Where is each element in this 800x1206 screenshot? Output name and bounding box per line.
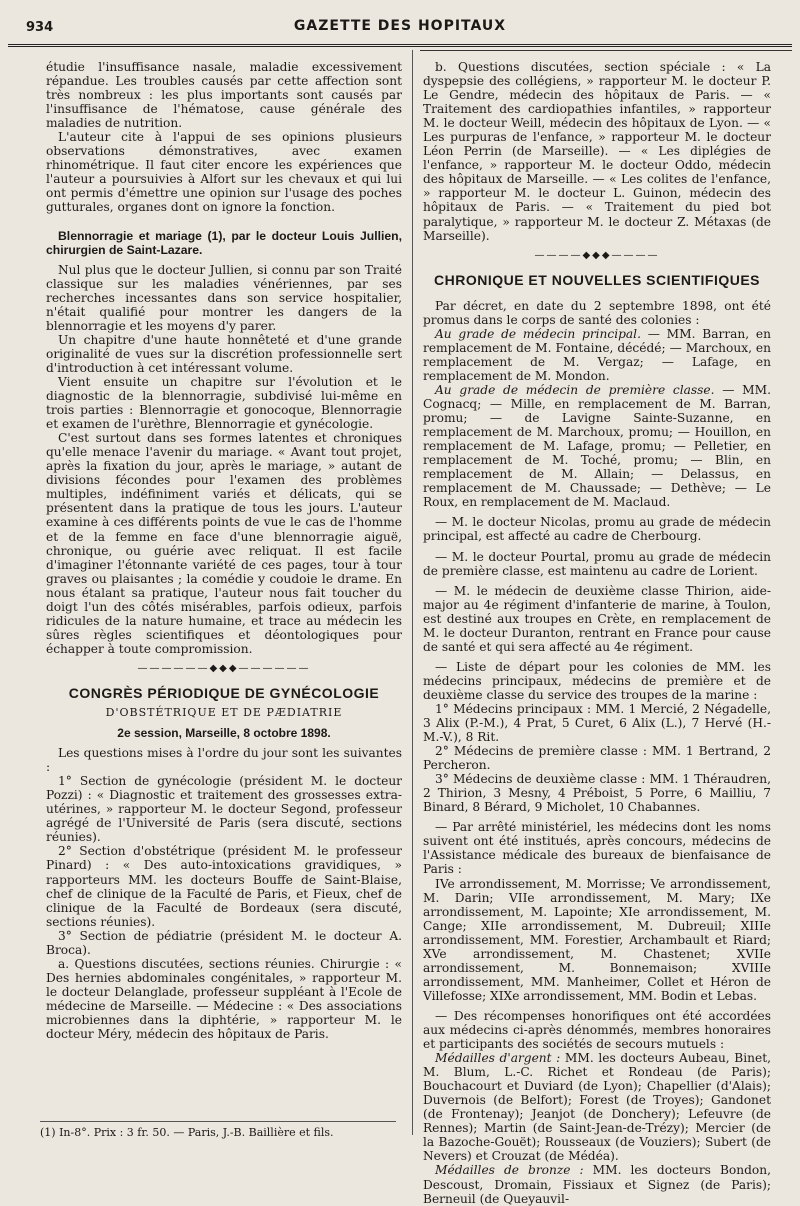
ornament-divider: ————◆◆◆———— — [534, 249, 660, 261]
paragraph: IVe arrondissement, M. Morrisse; Ve arrondissement, M. Darin; VIIe arrondissement, M. Mary; IXe arrondissement, M. Lapointe; XIe arrondissement, M. Cange; XIIe arrondissement, M. Dubreuil; XIIIe arrondissement, MM. Forestier, Archambault et Riard; XVe arrondissement, M. Chastenet; XVIIe arrondissement, M. Bonnemaison; XVIIIe arrondissement, MM. Manheimer, Collet et Héron de Villefosse; XIXe arrondissement, MM. Bodin et Lebas. — [423, 876, 771, 1003]
text: MM. les docteurs Aubeau, Binet, M. Blum, L.-C. Richet et Rondeau (de Paris); Bouchacourt et Duviard (de Lyon); Chapellier (d'Alais); Duvernois (de Belfort); Forest (de Troyes); Gandonet (de Frontenay); Jeanjot (de Donchery); Lefeuvre (de Rennes); Martin (de Saint-Jean-de-Trézy); Mercier (de la Bazoche-Gouët); Rousseaux (de Vouziers); Subert (de Nevers) et Crouzat (de Médéa). — [423, 1051, 771, 1164]
paragraph: L'auteur cite à l'appui de ses opinions plusieurs observations démonstratives, avec examen rhinométrique. Il faut citer encore les expériences que l'auteur a poursuivies à Alfort sur les chevaux et qui lui ont permis d'émettre une opinion sur l'usage des poches gutturales, organes dont on ignore la fonction. — [46, 130, 402, 215]
text: — MM. Cognacq; — Mille, en remplacement de M. Barran, promu; — de Lavigne Sainte-Suzanne, en remplacement de M. Marchoux, promu; — Houillon, en remplacement de M. Lafage, promu; — Pelletier, en remplacement de M. Toché, promu; — Blin, en remplacement de M. Allain; — Delassus, en remplacement de M. Chaussade; — Dethève; — Le Roux, en remplacement de M. Maclaud. — [423, 382, 771, 510]
column-divider — [412, 50, 413, 1135]
paragraph: 3° Médecins de deuxième classe : MM. 1 Théraudren, 2 Thirion, 3 Mesny, 4 Préboist, 5 Porre, 6 Mailliu, 7 Binard, 8 Bérard, 9 Micholet, 10 Chabannes. — [423, 772, 771, 815]
paragraph: — M. le médecin de deuxième classe Thirion, aide-major au 4e régiment d'infanterie de marine, à Toulon, est destiné aux troupes en Crète, en remplacement de M. le docteur Duranton, rentrant en France pour cause de santé et qui sera affecté au 4e régiment. — [423, 583, 771, 654]
paragraph: 1° Section de gynécologie (président M. le docteur Pozzi) : « Diagnostic et traitement des grossesses extra-utérines, » rapporteur M. le docteur Segond, professeur agrégé de l'Université de Paris (sera discuté, sections réunies). — [46, 774, 402, 845]
italic-lead: Au grade de médecin principal. — [435, 326, 641, 341]
congres-title: CONGRÈS PÉRIODIQUE DE GYNÉCOLOGIE — [68, 684, 380, 701]
paragraph — [423, 1163, 771, 1205]
paragraph — [423, 383, 771, 509]
chronique-title: CHRONIQUE ET NOUVELLES SCIENTIFIQUES — [433, 271, 761, 288]
paragraph — [423, 327, 771, 383]
paragraph: — M. le docteur Pourtal, promu au grade de médecin de première classe, est maintenu au cadre de Lorient. — [423, 549, 771, 578]
text: MM. les docteurs Bondon, Descoust, Dromain, Fissiaux et Signez (de Paris); Berneuil (de Queyauvil- — [423, 1163, 771, 1206]
paragraph: a. Questions discutées, sections réunies. Chirurgie : « Des hernies abdominales congénitales, » rapporteur M. le docteur Delanglade, professeur suppléant à l'Ecole de médecine de Marseille. — Médecine : « Des associations microbiennes dans la diphtérie, » rapporteur M. le docteur Méry, médecin des hôpitaux de Paris. — [46, 956, 402, 1042]
paragraph: Nul plus que le docteur Jullien, si connu par son Traité classique sur les maladies vénériennes, par ses recherches incessantes dans son service hospitalier, n'était qualifié pour montrer les dangers de la blennorragie et les moyens d'y parer. — [46, 262, 402, 333]
running-title: GAZETTE DES HOPITAUX — [293, 18, 507, 34]
page-header — [8, 4, 792, 47]
paragraph: C'est surtout dans ses formes latentes et chroniques qu'elle menace l'avenir du mariage. « Avant tout projet, après la fixation du jour, après le mariage, » autant de divisions fécondes pour l'examen des problèmes multiples, indéfiniment variés et délicats, qui se présentent dans la pratique de tous les jours. L'auteur examine à ces différents points de vue le cas de l'homme et de la femme en face d'une blennorragie aiguë, chronique, ou guérie avec reliquat. Il est facile d'imaginer l'étonnante variété de ces pages, tour à tour graves ou plaisantes ; la comédie y coudoie le drame. En nous étalant sa pratique, l'auteur nous fait toucher du doigt l'un des côtés misérables, parfois odieux, parfois ridicules de la nature humaine, et trace au médecin les sûres règles scientifiques et déontologiques pour échapper à toute compromission. — [46, 431, 402, 656]
paragraph: — Des récompenses honorifiques ont été accordées aux médecins ci-après dénommés, membres honoraires et participants des sociétés de secours mutuels : — [423, 1008, 771, 1052]
italic-lead: Médailles de bronze : — [435, 1163, 584, 1178]
paragraph: Un chapitre d'une haute honnêteté et d'une grande originalité de vues sur la discrétion professionnelle sert d'introduction à cet intéressant volume. — [46, 332, 402, 375]
paragraph: étudie l'insuffisance nasale, maladie excessivement répandue. Les troubles causés par cette affection sont très nombreux : les plus importants sont causés par l'insuffisance de l'hématose, cause générale des maladies de nutrition. — [46, 60, 402, 131]
congres-subtitle: D'OBSTÉTRIQUE ET DE PÆDIATRIE — [105, 706, 343, 720]
paragraph: 2° Médecins de première classe : MM. 1 Bertrand, 2 Percheron. — [423, 744, 771, 773]
italic-lead: Au grade de médecin de première classe. — [435, 382, 715, 397]
left-column — [46, 60, 402, 1041]
paragraph: — Liste de départ pour les colonies de MM. les médecins principaux, médecins de première et de deuxième classe du service des troupes de la marine : — [423, 659, 771, 702]
review-title: Blennorragie et mariage (1), par le docteur Louis Jullien, chirurgien de Saint-Lazare. — [46, 228, 402, 257]
text: — MM. Barran, en remplacement de M. Fontaine, décédé; — Marchoux, en remplacement de M. Vergaz; — Lafage, en remplacement de M. Mondon. — [423, 326, 771, 383]
paragraph: Par décret, en date du 2 septembre 1898, ont été promus dans le corps de santé des colonies : — [423, 298, 771, 327]
ornament-divider: ——————◆◆◆—————— — [137, 662, 311, 674]
paragraph: 1° Médecins principaux : MM. 1 Mercié, 2 Négadelle, 3 Alix (P.-M.), 4 Prat, 5 Curet, 6 Alix (L.), 7 Hervé (H.-M.-V.), 8 Rit. — [423, 701, 771, 745]
paragraph: — Par arrêté ministériel, les médecins dont les noms suivent ont été institués, après concours, médecins de l'Assistance médicale des bureaux de bienfaisance de Paris : — [423, 820, 771, 877]
page-number: 934 — [26, 20, 54, 35]
paragraph: — M. le docteur Nicolas, promu au grade de médecin principal, est affecté au cadre de Cherbourg. — [423, 515, 771, 544]
footnote: (1) In-8°. Prix : 3 fr. 50. — Paris, J.-B. Baillière et fils. — [40, 1121, 396, 1139]
paragraph: 3° Section de pédiatrie (président M. le docteur A. Broca). — [46, 928, 402, 957]
paragraph: Les questions mises à l'ordre du jour sont les suivantes : — [46, 746, 402, 775]
italic-lead: Médailles d'argent : — [435, 1051, 561, 1066]
paragraph: 2° Section d'obstétrique (président M. le professeur Pinard) : « Des auto-intoxications gravidiques, » rapporteurs MM. les docteurs Bouffe de Saint-Blaise, chef de clinique de la Faculté de Paris, et Fieux, chef de clinique de la Faculté de Bordeaux (sera discuté, sections réunies). — [46, 844, 402, 929]
header-rule — [420, 50, 792, 51]
paragraph — [423, 1051, 771, 1163]
session-line: 2e session, Marseille, 8 octobre 1898. — [117, 726, 331, 741]
paragraph: Vient ensuite un chapitre sur l'évolution et le diagnostic de la blennorragie, subdivisé lui-même en trois parties : Blennorragie et gonocoque, Blennorragie et examen de l'urèthre, Blennorragie et gynécologie. — [46, 374, 402, 432]
paragraph: b. Questions discutées, section spéciale : « La dyspepsie des collégiens, » rapporteur M. le docteur P. Le Gendre, médecin des hôpitaux de Paris. — « Traitement des cardiopathies infantiles, » rapporteur M. le docteur Weill, médecin des hôpitaux de Lyon. — « Les purpuras de l'enfance, » rapporteur M. le docteur Léon Perrin (de Marseille). — « Les diplégies de l'enfance, » rapporteur M. le docteur Oddo, médecin des hôpitaux de Marseille. — « Les colites de l'enfance, » rapporteur M. le docteur L. Guinon, médecin des hôpitaux de Paris. — « Traitement du pied bot paralytique, » rapporteur M. le docteur Z. Métaxas (de Marseille). — [423, 60, 771, 243]
right-column — [423, 60, 771, 1206]
